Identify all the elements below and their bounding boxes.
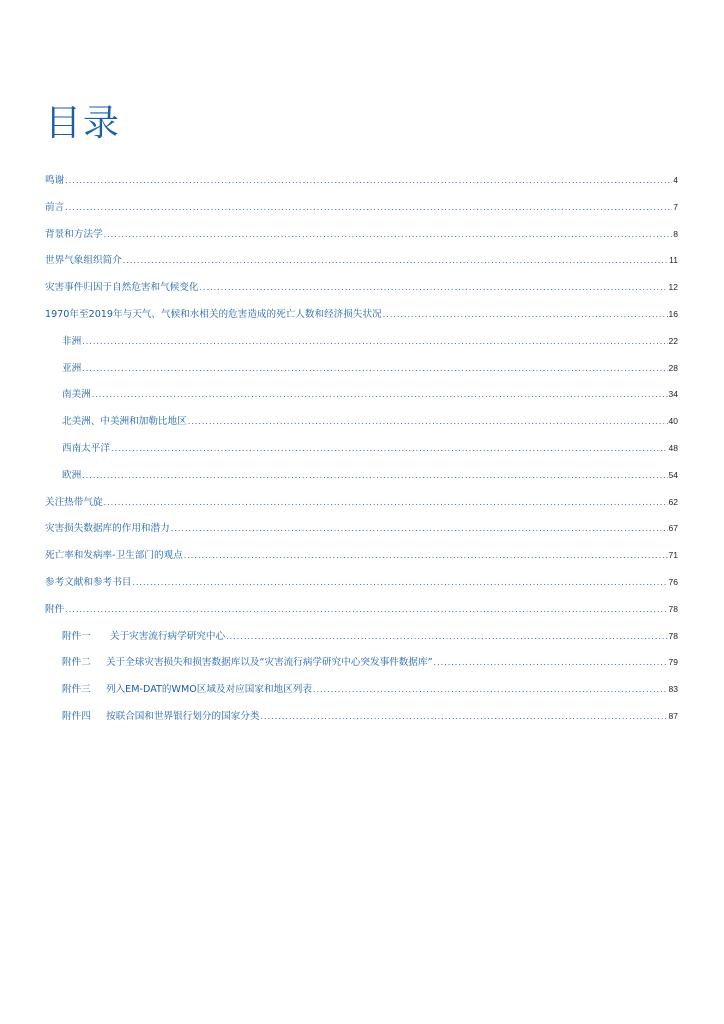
toc-entry-text: 1970年至2019年与天气、气候和水相关的危害造成的死亡人数和经济损失状况 <box>45 308 382 320</box>
toc-page-number: 22 <box>668 335 678 346</box>
toc-page-number: 62 <box>668 496 678 507</box>
toc-page-number: 34 <box>668 389 678 400</box>
toc-page-number: 78 <box>668 603 678 614</box>
toc-page-number: 12 <box>668 282 678 293</box>
toc-page-number: 71 <box>668 550 678 561</box>
toc-entry-text <box>62 708 260 722</box>
toc-entry-text: 附件 <box>45 603 65 615</box>
toc-page-number: 16 <box>668 308 678 319</box>
dot-leader <box>313 685 668 694</box>
toc-entry[interactable] <box>45 199 678 226</box>
toc-page-number: 78 <box>668 630 678 641</box>
annex-label: 附件三 <box>62 684 91 696</box>
toc-page-number: 83 <box>668 684 678 695</box>
toc-entry-text <box>62 628 225 642</box>
dot-leader <box>104 230 673 239</box>
toc-entry[interactable] <box>45 279 678 306</box>
toc-page-number: 28 <box>668 362 678 373</box>
toc-entry-text <box>62 681 312 695</box>
annex-title: 列入EM-DAT的WMO区域及对应国家和地区列表 <box>106 684 312 696</box>
annex-label: 附件一 <box>62 630 91 642</box>
dot-leader <box>65 176 672 185</box>
toc-page-number: 87 <box>668 710 678 721</box>
dot-leader <box>82 364 667 373</box>
annex-title: 关于灾害流行病学研究中心 <box>110 630 226 642</box>
toc-page-number: 79 <box>668 657 678 668</box>
toc-entry-text: 西南太平洋 <box>62 442 110 454</box>
toc-entry[interactable] <box>45 252 678 279</box>
toc-entry[interactable] <box>45 494 678 521</box>
toc-page-number: 40 <box>668 416 678 427</box>
toc-annex-entry[interactable] <box>45 654 678 681</box>
toc-entry-text <box>62 654 433 668</box>
dot-leader <box>434 658 668 667</box>
toc-entry-text: 非洲 <box>62 335 82 347</box>
toc-annex-entry[interactable] <box>45 628 678 655</box>
dot-leader <box>65 203 672 212</box>
toc-page-number: 7 <box>673 201 678 212</box>
toc-entry-text: 背景和方法学 <box>45 228 103 240</box>
toc-entry[interactable] <box>45 601 678 628</box>
dot-leader <box>123 256 668 265</box>
toc-page-number: 54 <box>668 469 678 480</box>
toc-entry-text: 灾害损失数据库的作用和潜力 <box>45 523 170 535</box>
toc-page-number: 8 <box>673 228 678 239</box>
toc-entry[interactable] <box>45 226 678 253</box>
dot-leader <box>383 310 668 319</box>
toc-subentry[interactable] <box>45 413 678 440</box>
toc-entry[interactable] <box>45 172 678 199</box>
dot-leader <box>111 444 668 453</box>
dot-leader <box>188 417 668 426</box>
toc-entry[interactable] <box>45 306 678 333</box>
toc-entry[interactable] <box>45 520 678 547</box>
annex-label: 附件四 <box>62 710 91 722</box>
toc-annex-entry[interactable] <box>45 681 678 708</box>
toc-entry-text: 欧洲 <box>62 469 82 481</box>
dot-leader <box>200 283 668 292</box>
toc-annex-entry[interactable] <box>45 708 678 735</box>
toc-entry-text: 世界气象组织简介 <box>45 255 122 267</box>
toc-page-number: 4 <box>673 175 678 185</box>
dot-leader <box>171 524 668 533</box>
toc-subentry[interactable] <box>45 333 678 360</box>
dot-leader <box>65 605 667 614</box>
dot-leader <box>132 578 667 587</box>
toc-entry[interactable] <box>45 547 678 574</box>
dot-leader <box>92 390 668 399</box>
toc-entry-text: 北美洲、中美洲和加勒比地区 <box>62 416 187 428</box>
toc-page-number: 11 <box>669 255 678 266</box>
toc-subentry[interactable] <box>45 440 678 467</box>
toc-entry-text: 鸣谢 <box>45 175 65 186</box>
annex-label: 附件二 <box>62 657 91 669</box>
dot-leader <box>104 498 668 507</box>
toc-entry-text: 参考文献和参考书目 <box>45 576 132 588</box>
table-of-contents <box>45 172 678 735</box>
dot-leader <box>82 337 667 346</box>
toc-subentry[interactable] <box>45 467 678 494</box>
toc-subentry[interactable] <box>45 360 678 387</box>
annex-title: 按联合国和世界银行划分的国家分类 <box>106 710 260 722</box>
page-title: 目录 <box>45 103 122 144</box>
toc-page-number: 76 <box>668 576 678 587</box>
annex-title: 关于全球灾害损失和损害数据库以及“灾害流行病学研究中心突发事件数据库” <box>106 657 433 669</box>
dot-leader <box>226 632 667 641</box>
dot-leader <box>82 471 667 480</box>
toc-entry-text: 灾害事件归因于自然危害和气候变化 <box>45 282 199 294</box>
toc-page-number: 67 <box>668 523 678 534</box>
toc-entry[interactable] <box>45 574 678 601</box>
dot-leader <box>261 712 668 721</box>
toc-entry-text: 南美洲 <box>62 389 91 401</box>
toc-entry-text: 死亡率和发病率-卫生部门的观点 <box>45 550 183 562</box>
toc-page-number: 48 <box>668 442 678 453</box>
toc-entry-text: 前言 <box>45 201 65 213</box>
dot-leader <box>184 551 668 560</box>
toc-entry-text: 关注热带气旋 <box>45 496 103 508</box>
toc-entry-text: 亚洲 <box>62 362 82 374</box>
toc-subentry[interactable] <box>45 386 678 413</box>
